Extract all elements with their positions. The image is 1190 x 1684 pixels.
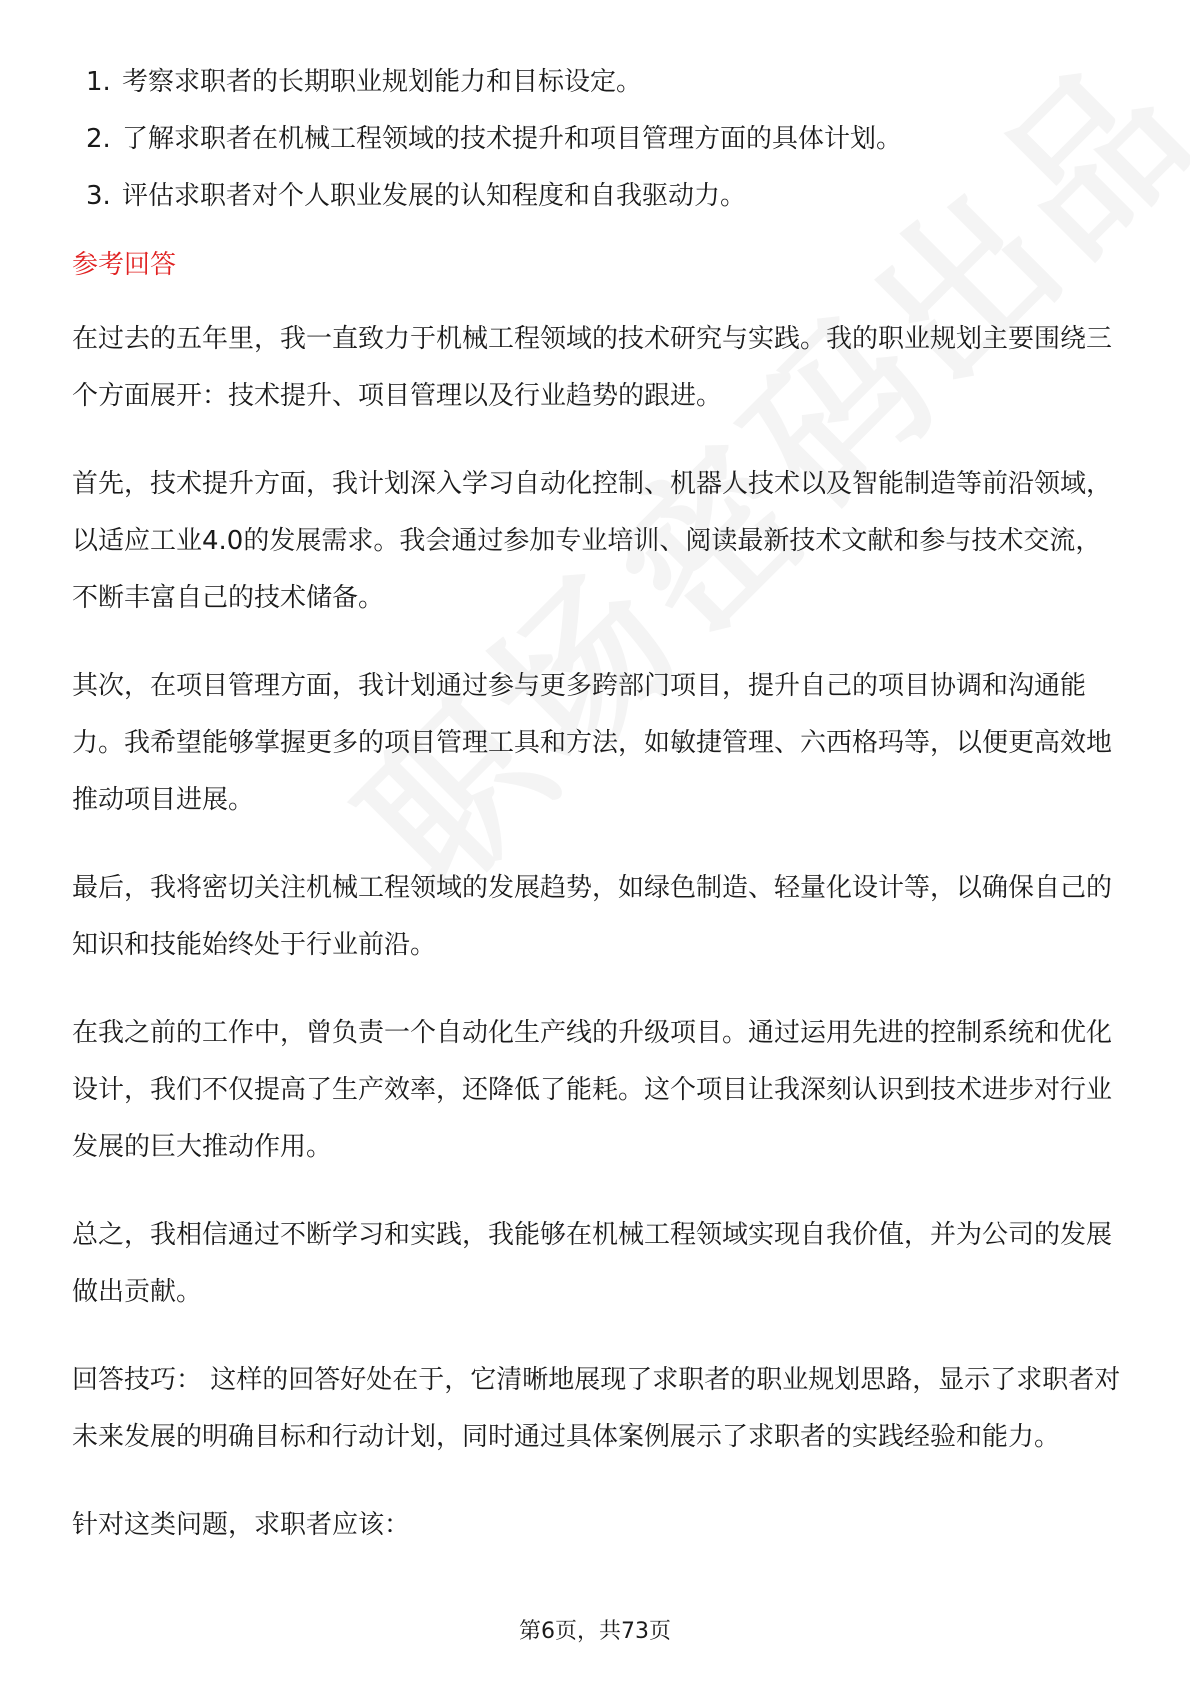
list-item-text: 评估求职者对个人职业发展的认知程度和自我驱动力。 bbox=[122, 181, 747, 211]
paragraph: 在我之前的工作中，曾负责一个自动化生产线的升级项目。通过运用先进的控制系统和优化设计，我们不仅提高了生产效率，还降低了能耗。这个项目让我深刻认识到技术进步对行业发展的巨大推动作用。 bbox=[72, 1018, 1113, 1162]
paragraph: 针对这类问题，求职者应该： bbox=[72, 1510, 411, 1540]
list-item-text: 考察求职者的长期职业规划能力和目标设定。 bbox=[122, 67, 643, 97]
list-item bbox=[86, 168, 1122, 225]
page-number: 第6页，共73页 bbox=[519, 1619, 671, 1644]
paragraph: 总之，我相信通过不断学习和实践，我能够在机械工程领域实现自我价值，并为公司的发展做出贡献。 bbox=[72, 1220, 1113, 1307]
section-title: 参考回答 bbox=[72, 250, 177, 280]
list-item-number: 1. bbox=[86, 67, 111, 97]
paragraph: 首先，技术提升方面，我计划深入学习自动化控制、机器人技术以及智能制造等前沿领域，以适应工业4.0的发展需求。我会通过参加专业培训、阅读最新技术文献和参与技术交流，不断丰富自己的技术储备。 bbox=[72, 469, 1113, 613]
list-item-text: 了解求职者在机械工程领域的技术提升和项目管理方面的具体计划。 bbox=[122, 124, 903, 154]
answer-tip: 回答技巧： 这样的回答好处在于，它清晰地展现了求职者的职业规划思路，显示了求职者对未来发展的明确目标和行动计划，同时通过具体案例展示了求职者的实践经验和能力。 bbox=[72, 1365, 1121, 1452]
paragraph: 在过去的五年里，我一直致力于机械工程领域的技术研究与实践。我的职业规划主要围绕三个方面展开：技术提升、项目管理以及行业趋势的跟进。 bbox=[72, 324, 1113, 411]
page-content bbox=[72, 54, 1122, 1585]
list-item bbox=[86, 54, 1122, 111]
list-item-number: 3. bbox=[86, 181, 111, 211]
purpose-list bbox=[72, 54, 1122, 225]
list-item bbox=[86, 111, 1122, 168]
paragraph: 其次，在项目管理方面，我计划通过参与更多跨部门项目，提升自己的项目协调和沟通能力。我希望能够掌握更多的项目管理工具和方法，如敏捷管理、六西格玛等，以便更高效地推动项目进展。 bbox=[72, 671, 1113, 815]
paragraph: 最后，我将密切关注机械工程领域的发展趋势，如绿色制造、轻量化设计等，以确保自己的知识和技能始终处于行业前沿。 bbox=[72, 873, 1113, 960]
list-item-number: 2. bbox=[86, 124, 111, 154]
